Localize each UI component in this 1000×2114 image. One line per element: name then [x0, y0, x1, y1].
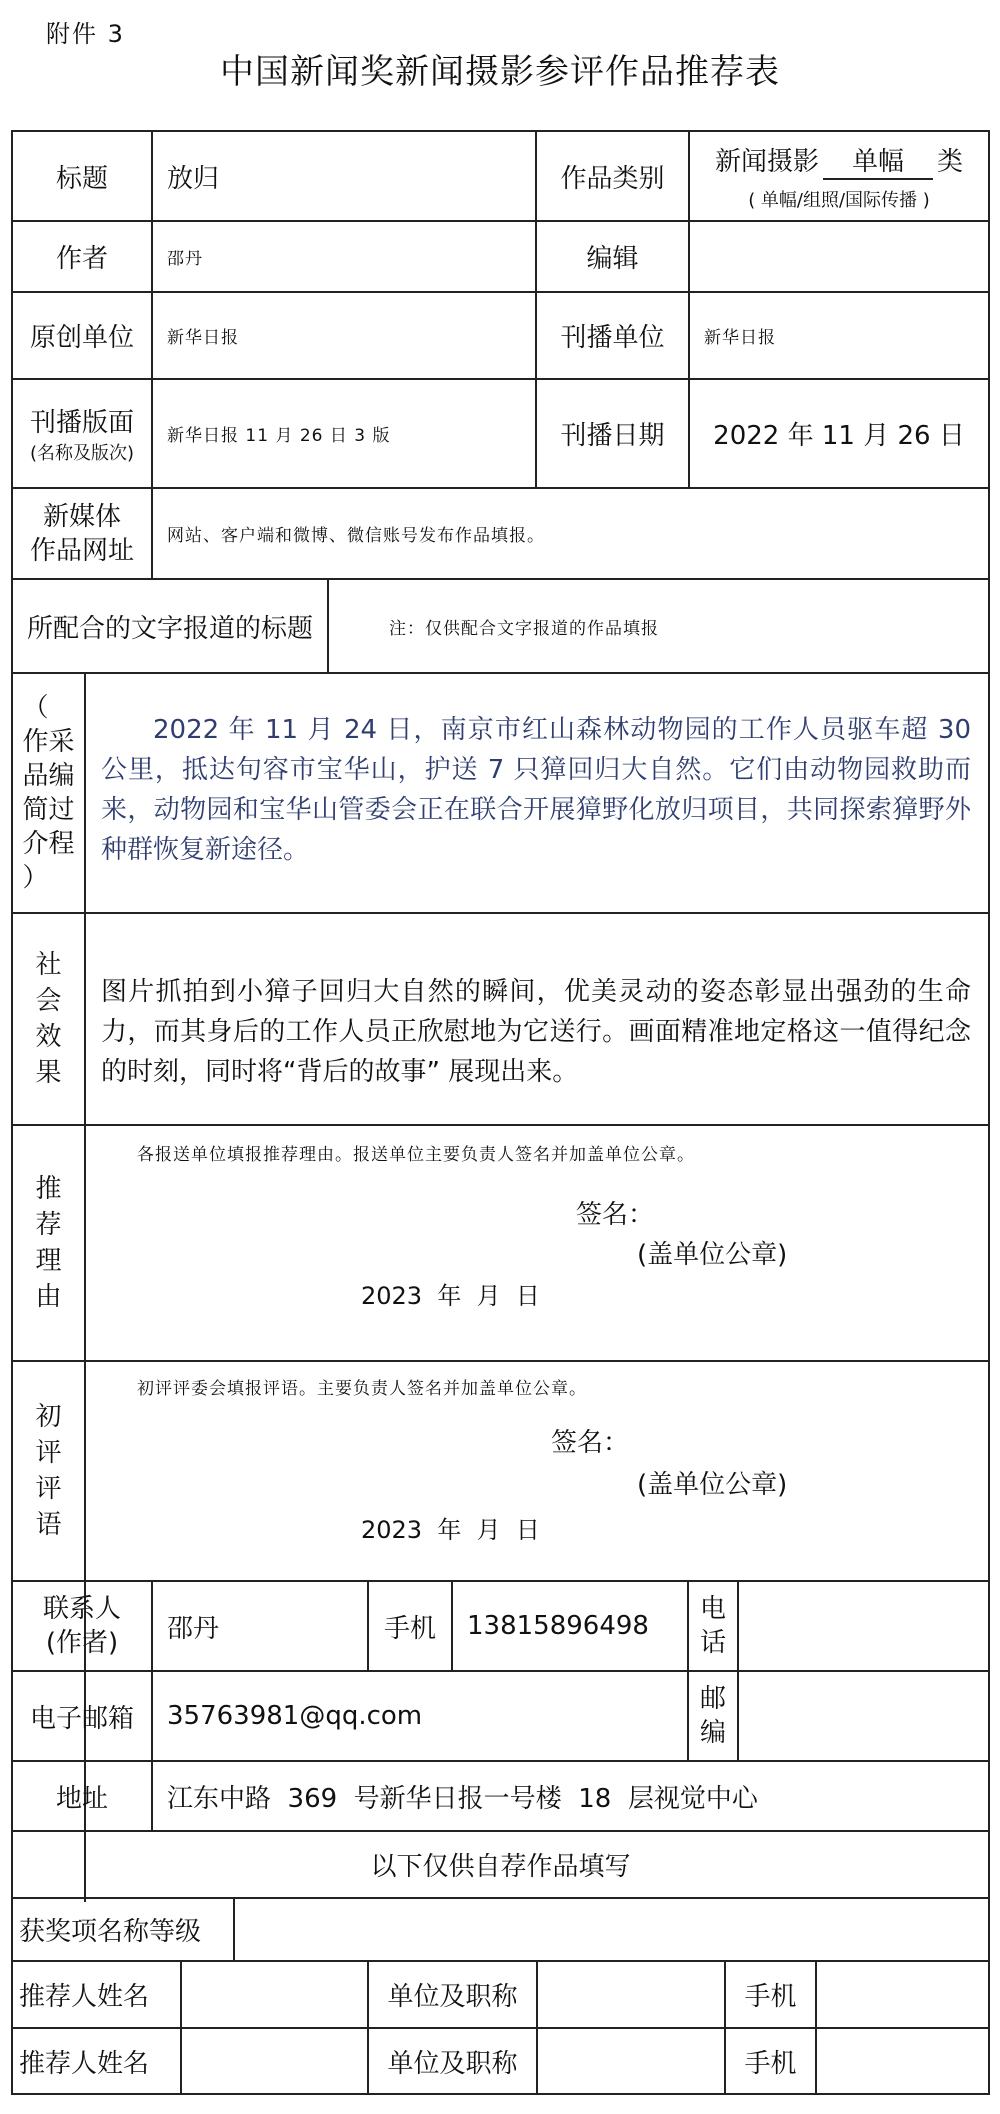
category-line	[715, 141, 963, 180]
category-options: ( 单幅/组照/国际传播 )	[748, 189, 930, 211]
value-social-effect-text: 图片抓拍到小獐子回归大自然的瞬间，优美灵动的姿态彰显出强劲的生命力，而其身后的工作人员正欣慰地为它送行。画面精准地定格这一值得纪念的时刻，同时将“背后的故事” 展现出来。	[101, 977, 971, 1087]
value-text-report-note: 注：仅供配合文字报道的作品填报	[389, 618, 659, 639]
label-process-col1: （ 作 品 简 介 ）	[22, 693, 49, 893]
value-email: 35763981@qq.com	[167, 1701, 423, 1731]
label-publish-unit: 刊播单位	[560, 323, 665, 353]
label-new-media-1: 新媒体	[42, 501, 121, 532]
reason-date: 2023 年 月 日	[361, 1282, 540, 1310]
label-phone-2: 话	[699, 1628, 726, 1658]
label-publish-date: 刊播日期	[560, 421, 665, 451]
reason-seal: (盖单位公章)	[637, 1240, 788, 1270]
category-value: 单幅	[823, 141, 933, 180]
label-publish-page-note: (名称及版次)	[29, 443, 135, 464]
label-postal-2: 编	[699, 1718, 726, 1748]
label-new-media-2: 作品网址	[29, 535, 134, 566]
attachment-label: 附件 3	[46, 20, 125, 48]
label-postal-1: 邮	[699, 1684, 726, 1714]
label-recommender-2: 推荐人姓名	[19, 2048, 150, 2079]
reason-note: 各报送单位填报推荐理由。报送单位主要负责人签名并加盖单位公章。	[137, 1145, 695, 1165]
review-sign: 签名：	[551, 1428, 630, 1458]
reason-sign: 签名：	[576, 1200, 655, 1230]
value-process-text: 2022 年 11 月 24 日，南京市红山森林动物园的工作人员驱车超 30 公里，抵达句容市宝华山，护送 7 只獐回归大自然。它们由动物园救助而来，动物园和宝华山管委会正在联合开展獐野化放归项目，共同探索獐野外种群恢复新途径。	[101, 715, 971, 865]
label-address: 地址	[55, 1783, 108, 1814]
label-recommender-1: 推荐人姓名	[19, 1982, 150, 2012]
label-review: 初 评 评 语	[35, 1402, 62, 1540]
label-mobile-rec-1: 手机	[744, 1982, 797, 2012]
value-publish-date: 2022 年 11 月 26 日	[713, 421, 965, 451]
recommendation-form	[11, 130, 990, 2095]
label-author: 作者	[55, 244, 108, 274]
value-editor	[690, 222, 988, 291]
label-social-effect: 社 会 效 果	[35, 950, 62, 1088]
label-text-report-title: 所配合的文字报道的标题	[26, 613, 313, 644]
category-suffix: 类	[937, 146, 964, 177]
value-title: 放归	[167, 163, 220, 194]
review-date: 2023 年 月 日	[361, 1516, 540, 1544]
review-note: 初评评委会填报评语。主要负责人签名并加盖单位公章。	[137, 1379, 587, 1399]
label-mobile-rec-2: 手机	[744, 2048, 797, 2079]
value-author: 邵丹	[167, 249, 203, 269]
category-prefix: 新闻摄影	[714, 146, 819, 177]
label-editor: 编辑	[586, 244, 639, 274]
value-mobile: 13815896498	[467, 1611, 649, 1641]
value-publish-unit: 新华日报	[704, 328, 776, 348]
label-reason: 推 荐 理 由	[35, 1174, 62, 1312]
value-new-media-note: 网站、客户端和微博、微信账号发布作品填报。	[167, 526, 545, 546]
label-unit-title-2: 单位及职称	[387, 2048, 518, 2079]
label-publish-page: 刊播版面	[29, 408, 134, 438]
label-contact-1: 联系人	[42, 1594, 121, 1624]
label-unit-title-1: 单位及职称	[387, 1982, 518, 2012]
label-category: 作品类别	[560, 163, 665, 194]
label-contact-2: (作者)	[45, 1628, 119, 1658]
label-process-col2: 采 编 过 程	[48, 727, 75, 859]
label-award: 获奖项名称等级	[19, 1917, 202, 1947]
value-contact: 邵丹	[167, 1613, 220, 1644]
label-title: 标题	[55, 163, 108, 194]
form-title: 中国新闻奖新闻摄影参评作品推荐表	[220, 52, 780, 92]
value-original-unit: 新华日报	[167, 328, 239, 348]
label-mobile: 手机	[383, 1613, 436, 1644]
label-original-unit: 原创单位	[29, 323, 134, 353]
value-publish-page: 新华日报 11 月 26 日 3 版	[167, 426, 391, 446]
review-seal: (盖单位公章)	[637, 1470, 788, 1500]
label-phone-1: 电	[699, 1594, 726, 1624]
label-email: 电子邮箱	[29, 1703, 134, 1734]
self-recommend-heading: 以下仅供自荐作品填写	[370, 1852, 631, 1882]
value-address: 江东中路 369 号新华日报一号楼 18 层视觉中心	[167, 1783, 758, 1814]
